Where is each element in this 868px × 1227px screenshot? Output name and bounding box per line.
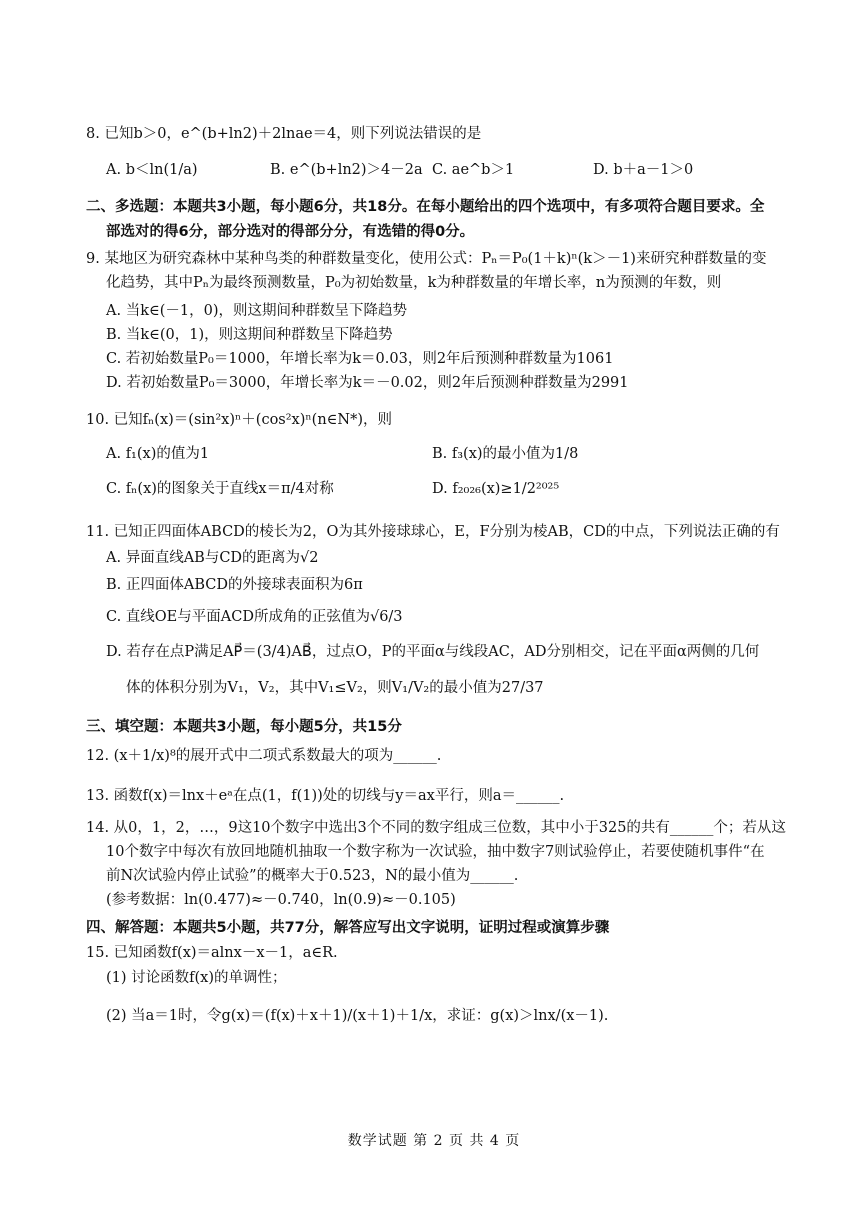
q11-option-b: B. 正四面体ABCD的外接球表面积为6π bbox=[106, 577, 363, 593]
q13: 13. 函数f(x)＝lnx＋eᵃ在点(1，f(1))处的切线与y＝ax平行，则a＝______. bbox=[86, 788, 565, 804]
q15-part-2: (2) 当a＝1时，令g(x)＝(f(x)＋x＋1)/(x＋1)＋1/x，求证：g(x)＞lnx/(x－1). bbox=[106, 1008, 609, 1024]
q11-option-d-line1: D. 若存在点P满足AP⃗＝(3/4)AB⃗，过点O，P的平面α与线段AC，AD分别相交，记在平面α两侧的几何 bbox=[106, 644, 760, 660]
q8-stem: 8. 已知b＞0，e^(b+ln2)＋2lnae＝4，则下列说法错误的是 bbox=[86, 126, 482, 142]
q8-option-a: A. b＜ln(1/a) bbox=[106, 162, 198, 178]
q8-option-b: B. e^(b+ln2)＞4－2a bbox=[270, 162, 423, 178]
q15-part-1: (1) 讨论函数f(x)的单调性； bbox=[106, 970, 287, 986]
q9-stem-line1: 9. 某地区为研究森林中某种鸟类的种群数量变化，使用公式：Pₙ＝P₀(1＋k)ⁿ(k＞－1)来研究种群数量的变 bbox=[86, 251, 767, 267]
section-2-heading-line2: 部选对的得6分，部分选对的得部分分，有选错的得0分。 bbox=[106, 224, 475, 240]
q10-option-c: C. fₙ(x)的图象关于直线x＝π/4对称 bbox=[106, 481, 334, 497]
q10-option-b: B. f₃(x)的最小值为1/8 bbox=[432, 446, 579, 462]
q8-option-c: C. ae^b＞1 bbox=[432, 162, 515, 178]
q14-line2: 10个数字中每次有放回地随机抽取一个数字称为一次试验，抽中数字7则试验停止，若要使随机事件“在 bbox=[106, 844, 765, 860]
q9-option-a: A. 当k∈(－1，0)，则这期间种群数呈下降趋势 bbox=[106, 303, 407, 319]
q10-option-d: D. f₂₀₂₆(x)≥1/2²⁰²⁵ bbox=[432, 481, 560, 497]
page-footer: 数学试题 第 2 页 共 4 页 bbox=[347, 1133, 521, 1149]
section-3-heading: 三、填空题：本题共3小题，每小题5分，共15分 bbox=[86, 719, 402, 735]
q10-option-a: A. f₁(x)的值为1 bbox=[106, 446, 210, 462]
q14-line3: 前N次试验内停止试验”的概率大于0.523，N的最小值为______. bbox=[106, 868, 519, 884]
q11-option-c: C. 直线OE与平面ACD所成角的正弦值为√6/3 bbox=[106, 609, 403, 625]
q9-option-d: D. 若初始数量P₀＝3000，年增长率为k＝－0.02，则2年后预测种群数量为2991 bbox=[106, 375, 629, 391]
q9-stem-line2: 化趋势，其中Pₙ为最终预测数量，P₀为初始数量，k为种群数量的年增长率，n为预测的年数，则 bbox=[106, 275, 722, 291]
q9-option-b: B. 当k∈(0，1)，则这期间种群数呈下降趋势 bbox=[106, 327, 393, 343]
q11-stem: 11. 已知正四面体ABCD的棱长为2，O为其外接球球心，E，F分别为棱AB，CD的中点，下列说法正确的有 bbox=[86, 524, 780, 540]
q9-option-c: C. 若初始数量P₀＝1000，年增长率为k＝0.03，则2年后预测种群数量为1061 bbox=[106, 351, 614, 367]
q8-option-d: D. b＋a－1＞0 bbox=[593, 162, 694, 178]
q10-stem: 10. 已知fₙ(x)＝(sin²x)ⁿ＋(cos²x)ⁿ(n∈N*)，则 bbox=[86, 412, 392, 428]
q12: 12. (x＋1/x)⁸的展开式中二项式系数最大的项为______. bbox=[86, 748, 442, 764]
q15-stem: 15. 已知函数f(x)＝alnx－x－1，a∈R. bbox=[86, 945, 338, 961]
section-4-heading: 四、解答题：本题共5小题，共77分，解答应写出文字说明，证明过程或演算步骤 bbox=[86, 920, 610, 936]
q11-option-a: A. 异面直线AB与CD的距离为√2 bbox=[106, 550, 319, 566]
q14-reference-data: (参考数据：ln(0.477)≈－0.740，ln(0.9)≈－0.105) bbox=[106, 892, 456, 908]
q11-option-d-line2: 体的体积分别为V₁，V₂，其中V₁≤V₂，则V₁/V₂的最小值为27/37 bbox=[126, 680, 544, 696]
section-2-heading-line1: 二、多选题：本题共3小题，每小题6分，共18分。在每小题给出的四个选项中，有多项符合题目要求。全 bbox=[86, 199, 765, 215]
q14-line1: 14. 从0，1，2，…，9这10个数字中选出3个不同的数字组成三位数，其中小于325的共有______个；若从这 bbox=[86, 820, 786, 836]
